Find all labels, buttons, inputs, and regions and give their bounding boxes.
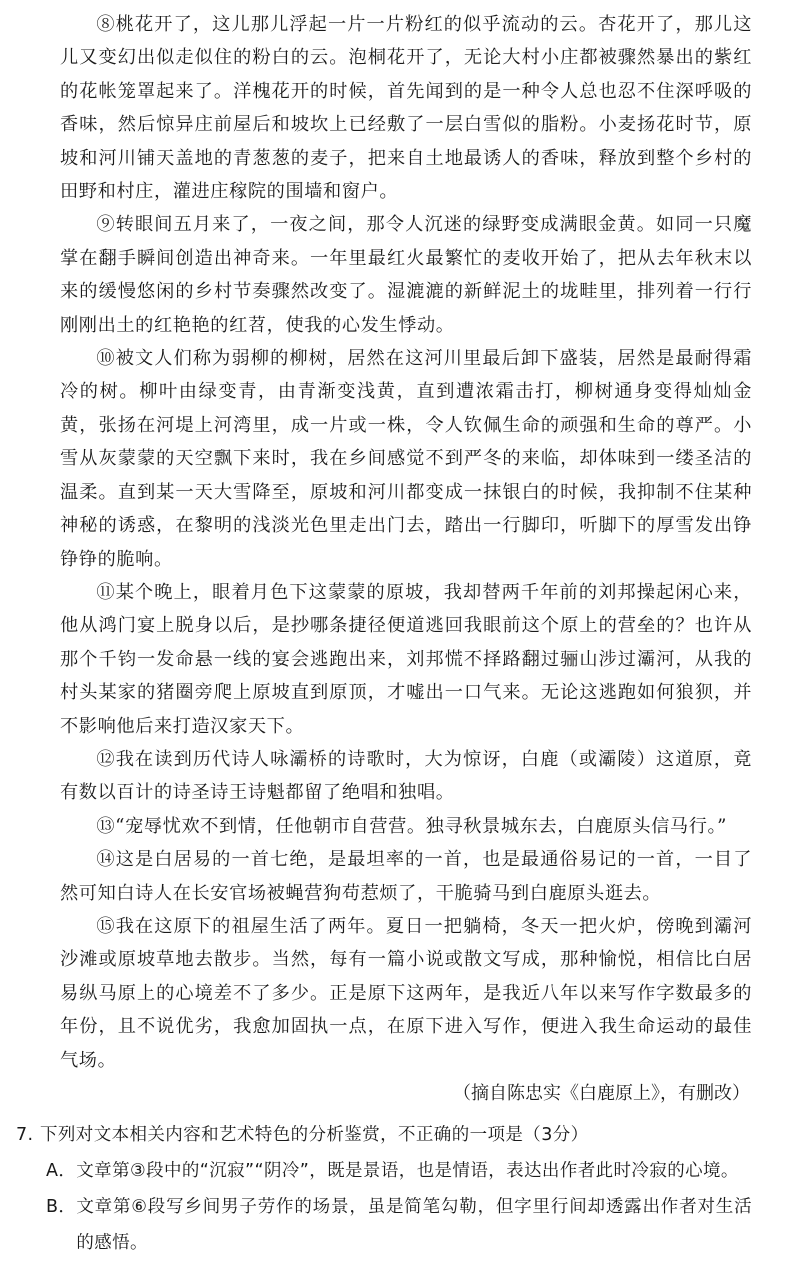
paragraph-10: ⑩被文人们称为弱柳的柳树，居然在这河川里最后卸下盛装，居然是最耐得霜冷的树。柳叶由绿变青，由青渐变浅黄，直到遭浓霜击打，柳树通身变得灿灿金黄，张扬在河堤上河湾里，成一片或一株，令人钦佩生命的顽强和生命的尊严。小雪从灰蒙蒙的天空飘下来时，我在乡间感觉不到严冬的来临，却体味到一缕圣洁的温柔。直到某一天大雪降至，原坡和河川都变成一抹银白的时候，我抑制不住某种神秘的诱惑，在黎明的浅淡光色里走出门去，踏出一行脚印，听脚下的厚雪发出铮铮铮的脆响。 (60, 348, 752, 570)
question-number: 7. (16, 1125, 34, 1145)
option-b-label: B． (46, 1197, 77, 1217)
option-b-text: 文章第⑥段写乡间男子劳作的场景，虽是简笔勾勒，但字里行间却透露出作者对生活的感悟。 (76, 1197, 752, 1253)
paragraph-8: ⑧桃花开了，这儿那儿浮起一片一片粉红的似乎流动的云。杏花开了，那儿这儿又变幻出似走似住的粉白的云。泡桐花开了，无论大村小庄都被骤然暴出的紫红的花帐笼罩起来了。洋槐花开的时候，首先闻到的是一种令人总也忍不住深呼吸的香味，然后惊异庄前屋后和坡坎上已经敷了一层白雪似的脂粉。小麦扬花时节，原坡和河川铺天盖地的青葱葱的麦子，把来自土地最诱人的香味，释放到整个乡村的田野和村庄，灌进庄稼院的围墙和窗户。 (60, 14, 752, 203)
option-a-label: A． (46, 1161, 77, 1181)
option-b (46, 1189, 752, 1261)
question-7 (16, 1117, 752, 1261)
question-stem (16, 1117, 752, 1153)
paragraph-12: ⑫我在读到历代诗人咏灞桥的诗歌时，大为惊讶，白鹿（或灞陵）这道原，竟有数以百计的诗圣诗王诗魁都留了绝唱和独唱。 (60, 748, 752, 804)
option-a-text: 文章第③段中的“沉寂”“阴冷”，既是景语，也是情语，表达出作者此时冷寂的心境。 (76, 1161, 739, 1181)
paragraph-9: ⑨转眼间五月来了，一夜之间，那令人沉迷的绿野变成满眼金黄。如同一只魔掌在翻手瞬间创造出神奇来。一年里最红火最繁忙的麦收开始了，把从去年秋末以来的缓慢悠闲的乡村节奏骤然改变了。湿漉漉的新鲜泥土的垅畦里，排列着一行行刚刚出土的红艳艳的红苕，使我的心发生悸动。 (60, 214, 752, 336)
paragraph-11: ⑪某个晚上，眼着月色下这蒙蒙的原坡，我却替两千年前的刘邦操起闲心来，他从鸿门宴上脱身以后，是抄哪条捷径便道逃回我眼前这个原上的营垒的？也许从那个千钧一发命悬一线的宴会逃跑出来，刘邦慌不择路翻过骊山涉过灞河，从我的村头某家的猪圈旁爬上原坡直到原顶，才嘘出一口气来。无论这逃跑如何狼狈，并不影响他后来打造汉家天下。 (60, 581, 752, 737)
paragraph-15: ⑮我在这原下的祖屋生活了两年。夏日一把躺椅，冬天一把火炉，傍晚到灞河沙滩或原坡草地去散步。当然，每有一篇小说或散文写成，那种愉悦，相信比白居易纵马原上的心境差不了多少。正是原下这两年，是我近八年以来写作字数最多的年份，且不说优劣，我愈加固执一点，在原下进入写作，便进入我生命运动的最佳气场。 (60, 915, 752, 1071)
passage-source: （摘自陈忠实《白鹿原上》，有删改） (453, 1083, 750, 1104)
option-a (46, 1153, 752, 1189)
reading-passage (60, 8, 752, 1111)
paragraph-13-poem: ⑬“宠辱忧欢不到情，任他朝市自营营。独寻秋景城东去，白鹿原头信马行。” (96, 815, 728, 837)
paragraph-14: ⑭这是白居易的一首七绝，是最坦率的一首，也是最通俗易记的一首，一目了然可知白诗人在长安官场被蝇营狗苟惹烦了，干脆骑马到白鹿原头逛去。 (60, 849, 752, 904)
question-text: 下列对文本相关内容和艺术特色的分析鉴赏，不正确的一项是（3分） (40, 1125, 589, 1145)
answer-options (46, 1153, 752, 1261)
